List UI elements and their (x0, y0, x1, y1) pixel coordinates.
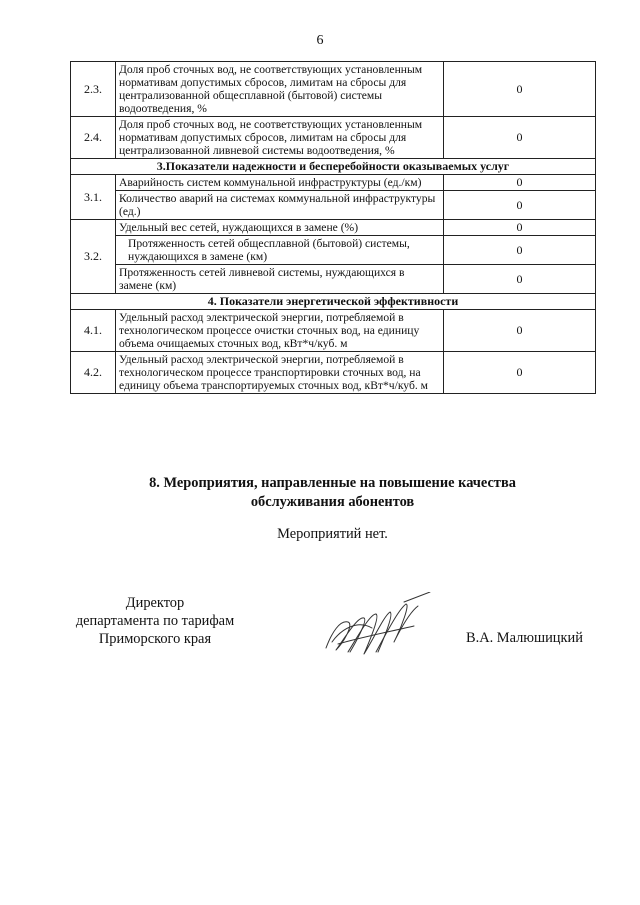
indicator-name: Протяженность сетей ливневой системы, нуждающихся в замене (км) (116, 265, 444, 294)
signer-title-line: Приморского края (98, 631, 212, 647)
table-row (71, 191, 596, 220)
section-8-heading-line: обслуживания абонентов (250, 494, 415, 510)
indicator-value: 0 (444, 117, 596, 159)
section-4-title: 4. Показатели энергетической эффективности (71, 294, 596, 310)
indicators-table (70, 61, 596, 394)
row-number: 4.1. (71, 310, 116, 352)
signer-title (55, 594, 255, 648)
indicator-value: 0 (444, 352, 596, 394)
indicator-name: Удельный расход электрической энергии, потребляемой в технологическом процессе транспортировки сточных вод, на единицу объема транспортируемых сточных вод, кВт*ч/куб. м (116, 352, 444, 394)
section-3-title: 3.Показатели надежности и бесперебойности оказываемых услуг (71, 159, 596, 175)
table-row (71, 265, 596, 294)
indicator-name: Доля проб сточных вод, не соответствующих установленным нормативам допустимых сбросов, лимитам на сбросы для централизованной ливневой системы водоотведения, % (116, 117, 444, 159)
signer-title-line: департамента по тарифам (75, 613, 235, 629)
handwritten-signature (318, 592, 438, 662)
indicator-value: 0 (444, 310, 596, 352)
indicator-name: Удельный расход электрической энергии, потребляемой в технологическом процессе очистки сточных вод, на единицу объема очищаемых сточных вод, кВт*ч/куб. м (116, 310, 444, 352)
indicator-value: 0 (444, 220, 596, 236)
indicator-name: Аварийность систем коммунальной инфраструктуры (ед./км) (116, 175, 444, 191)
signer-name: В.А. Малюшицкий (466, 630, 583, 646)
table-row (71, 310, 596, 352)
row-number: 3.2. (71, 220, 116, 294)
indicator-value: 0 (444, 265, 596, 294)
section-8-heading-line: 8. Мероприятия, направленные на повышение качества (149, 475, 516, 491)
indicator-name: Протяженность сетей общесплавной (бытовой) системы, нуждающихся в замене (км) (116, 236, 444, 265)
section-header-row (71, 159, 596, 175)
indicator-value: 0 (444, 175, 596, 191)
table-row (71, 236, 596, 265)
table-row (71, 175, 596, 191)
signer-title-line: Директор (125, 595, 185, 611)
row-number: 2.3. (71, 62, 116, 117)
indicator-name: Доля проб сточных вод, не соответствующих установленным нормативам допустимых сбросов, лимитам на сбросы для централизованной общесплавной (бытовой) системы водоотведения, % (116, 62, 444, 117)
page-number: 6 (316, 33, 324, 48)
table-row (71, 220, 596, 236)
indicator-value: 0 (444, 236, 596, 265)
indicator-name: Количество аварий на системах коммунальной инфраструктуры (ед.) (116, 191, 444, 220)
indicator-value: 0 (444, 191, 596, 220)
indicator-value: 0 (444, 62, 596, 117)
indicator-name: Удельный вес сетей, нуждающихся в замене (%) (116, 220, 444, 236)
table-row (71, 117, 596, 159)
table-row (71, 352, 596, 394)
table-row (71, 62, 596, 117)
row-number: 3.1. (71, 175, 116, 220)
section-8-body: Мероприятий нет. (277, 526, 388, 542)
row-number: 4.2. (71, 352, 116, 394)
row-number: 2.4. (71, 117, 116, 159)
section-8-heading (70, 474, 595, 512)
section-header-row (71, 294, 596, 310)
